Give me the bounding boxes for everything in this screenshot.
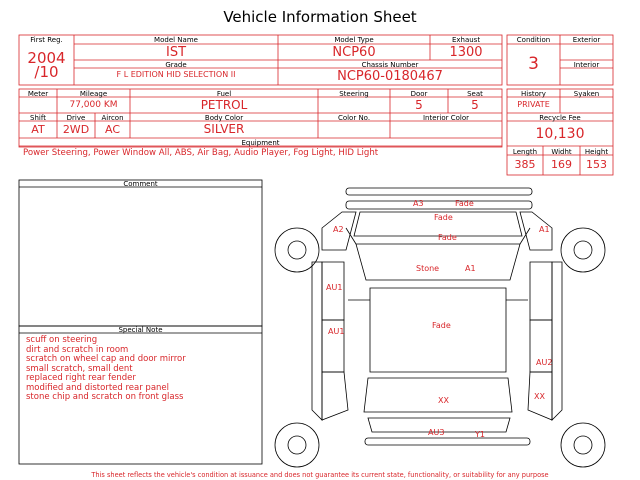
mark-a1-glass: A1 xyxy=(465,264,476,273)
seat-label: Seat xyxy=(467,90,483,98)
mileage-label: Mileage xyxy=(79,90,108,98)
page-title: Vehicle Information Sheet xyxy=(223,8,417,26)
chassis-value: NCP60-0180467 xyxy=(337,69,443,84)
model-name-value: IST xyxy=(165,45,187,60)
mark-xx-right: XX xyxy=(534,392,545,401)
height-value: 153 xyxy=(586,158,607,171)
mileage-value: 77,000 KM xyxy=(69,100,118,110)
mark-au2: AU2 xyxy=(536,358,553,367)
length-label: Length xyxy=(512,148,538,156)
interior-label: Interior xyxy=(573,61,600,69)
mark-y1: Y1 xyxy=(475,430,485,439)
body-color-value: SILVER xyxy=(203,122,245,136)
recycle-fee-label: Recycle Fee xyxy=(539,114,581,122)
steering-label: Steering xyxy=(339,90,369,98)
special-note-item: modified and distorted rear panel xyxy=(26,382,170,393)
first-reg-month: /10 xyxy=(34,63,59,81)
meter-label: Meter xyxy=(27,90,49,98)
model-name-label: Model Name xyxy=(154,36,198,44)
mark-xx-rear: XX xyxy=(438,396,449,405)
equipment-label: Equipment xyxy=(241,139,280,147)
aircon-label: Aircon xyxy=(101,114,124,122)
condition-label: Condition xyxy=(516,36,551,44)
syaken-label: Syaken xyxy=(573,90,600,98)
mark-fade-roof: Fade xyxy=(432,321,451,330)
width-value: 169 xyxy=(551,158,572,171)
comment-label: Comment xyxy=(123,180,158,188)
length-value: 385 xyxy=(514,158,536,171)
color-no-label: Color No. xyxy=(337,114,371,122)
fuel-value: PETROL xyxy=(200,98,248,112)
special-note-label: Special Note xyxy=(118,326,163,334)
special-note-item: replaced right rear fender xyxy=(26,373,136,383)
mark-a1-right: A1 xyxy=(539,225,550,234)
door-label: Door xyxy=(410,90,428,98)
equipment-value: Power Steering, Power Window All, ABS, Air Bag, Audio Player, Fog Light, HID Light xyxy=(23,148,379,158)
width-label: Widht xyxy=(551,148,572,156)
mark-fade-glass: Fade xyxy=(438,233,457,242)
interior-color-label: Interior Color xyxy=(422,114,470,122)
shift-label: Shift xyxy=(30,114,46,122)
model-type-value: NCP60 xyxy=(332,45,376,60)
special-notes-list xyxy=(26,336,186,403)
mark-stone: Stone xyxy=(416,264,440,273)
door-value: 5 xyxy=(415,98,423,112)
fuel-label: Fuel xyxy=(216,90,232,98)
seat-value: 5 xyxy=(471,98,479,112)
model-type-label: Model Type xyxy=(334,36,374,44)
history-value: PRIVATE xyxy=(517,100,550,109)
exterior-label: Exterior xyxy=(572,36,601,44)
mark-fade-top: Fade xyxy=(455,199,474,208)
height-label: Height xyxy=(584,148,609,156)
mark-a2: A2 xyxy=(333,225,344,234)
drive-value: 2WD xyxy=(62,123,90,136)
special-note-item: scuff on steering xyxy=(26,335,98,345)
recycle-fee-value: 10,130 xyxy=(535,126,585,142)
disclaimer: This sheet reflects the vehicle's condition at issuance and does not guarantee its current state, functionality, or suitability for any purpose xyxy=(91,471,549,479)
aircon-value: AC xyxy=(104,123,120,136)
mark-a3: A3 xyxy=(413,199,424,208)
exhaust-label: Exhaust xyxy=(451,36,481,44)
comment-box xyxy=(19,180,262,326)
special-note-item: small scratch, small dent xyxy=(26,363,133,374)
shift-value: AT xyxy=(31,123,45,136)
body-color-label: Body Color xyxy=(204,114,244,122)
grade-label: Grade xyxy=(165,61,187,69)
mark-fade-hood: Fade xyxy=(434,213,453,222)
mark-au3: AU3 xyxy=(428,428,445,437)
chassis-label: Chassis Number xyxy=(361,61,419,69)
first-reg-year: 2004 xyxy=(27,49,66,67)
mark-au1-lower: AU1 xyxy=(328,327,345,336)
condition-value: 3 xyxy=(528,54,539,74)
grade-value: F L EDITION HID SELECTION II xyxy=(116,70,236,79)
first-reg-label: First Reg. xyxy=(30,36,63,44)
special-note-item: scratch on wheel cap and door mirror xyxy=(26,354,186,364)
drive-label: Drive xyxy=(66,114,86,122)
special-note-item: dirt and scratch in room xyxy=(26,344,129,355)
mark-au1-upper: AU1 xyxy=(326,283,343,292)
history-label: History xyxy=(521,90,546,98)
exhaust-value: 1300 xyxy=(449,45,483,60)
special-note-item: stone chip and scratch on front glass xyxy=(26,392,184,402)
